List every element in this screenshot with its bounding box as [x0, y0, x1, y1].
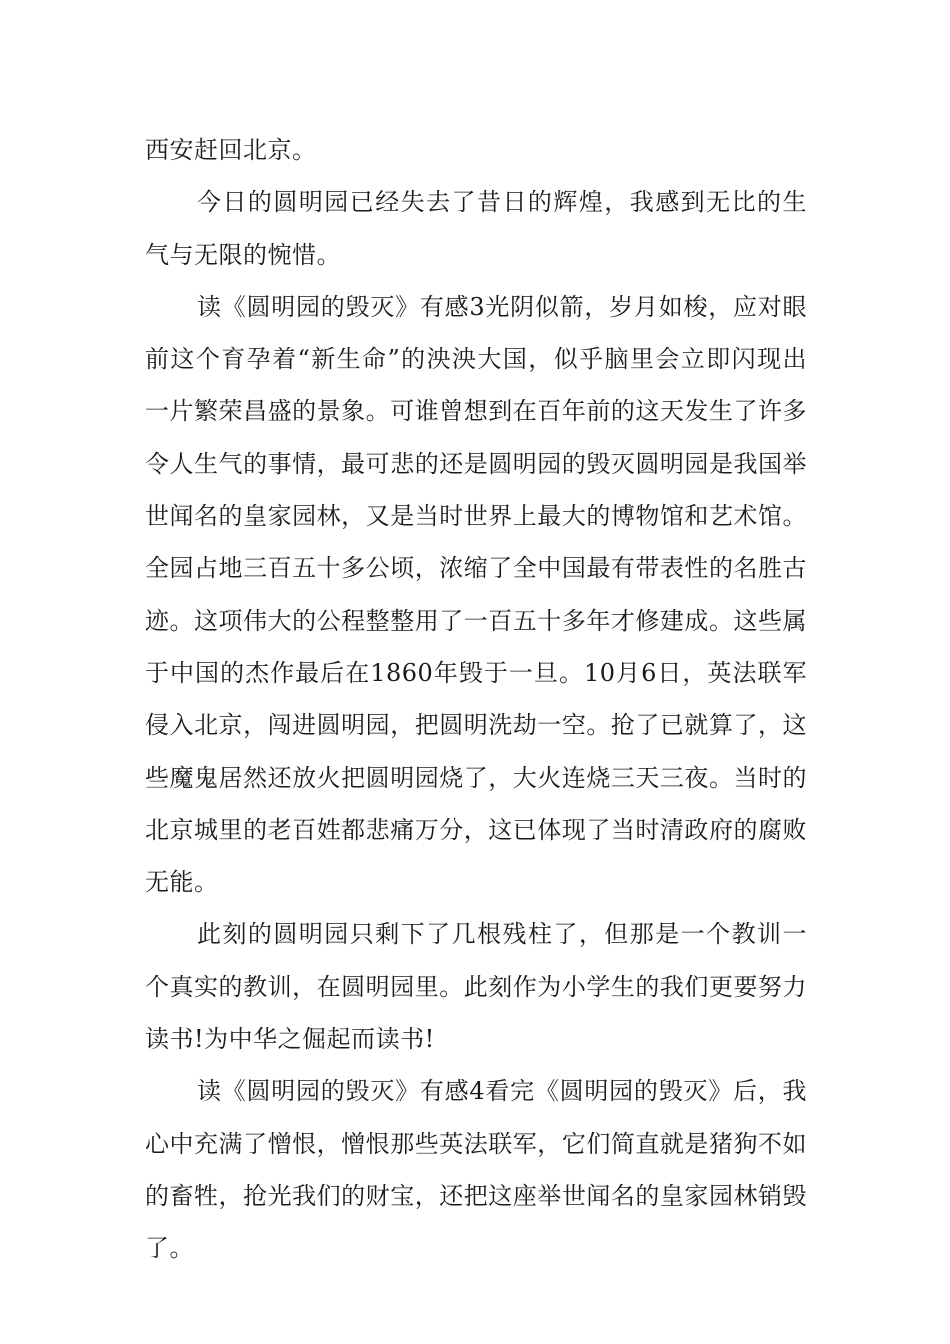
paragraph-essay-3: 读《圆明园的毁灭》有感3光阴似箭，岁月如梭，应对眼前这个育孕着“新生命”的泱泱大国，似乎脑里会立即闪现出一片繁荣昌盛的景象。可谁曾想到在百年前的这天发生了许多令人生气的事情，最可悲的还是圆明园的毁灭圆明园是我国举世闻名的皇家园林，又是当时世界上最大的博物馆和艺术馆。全园占地三百五十多公顷，浓缩了全中国最有带表性的名胜古迹。这项伟大的公程整整用了一百五十多年才修建成。这些属于中国的杰作最后在1860年毁于一旦。10月6日，英法联军侵入北京，闯进圆明园，把圆明洗劫一空。抢了已就算了，这些魔鬼居然还放火把圆明园烧了，大火连烧三天三夜。当时的北京城里的老百姓都悲痛万分，这已体现了当时清政府的腐败无能。 — [145, 292, 807, 897]
paragraph-lesson: 此刻的圆明园只剩下了几根残柱了，但那是一个教训一个真实的教训，在圆明园里。此刻作为小学生的我们更要努力读书!为中华之倔起而读书! — [145, 920, 807, 1054]
paragraph-essay-4: 读《圆明园的毁灭》有感4看完《圆明园的毁灭》后，我心中充满了憎恨，憎恨那些英法联军，它们简直就是猪狗不如的畜牲，抢光我们的财宝，还把这座举世闻名的皇家园林销毁了。 — [145, 1077, 807, 1263]
paragraph-continuation: 西安赶回北京。 — [145, 136, 317, 164]
paragraph-yuanmingyuan-lament: 今日的圆明园已经失去了昔日的辉煌，我感到无比的生气与无限的惋惜。 — [145, 188, 807, 269]
document-body — [145, 124, 807, 1275]
